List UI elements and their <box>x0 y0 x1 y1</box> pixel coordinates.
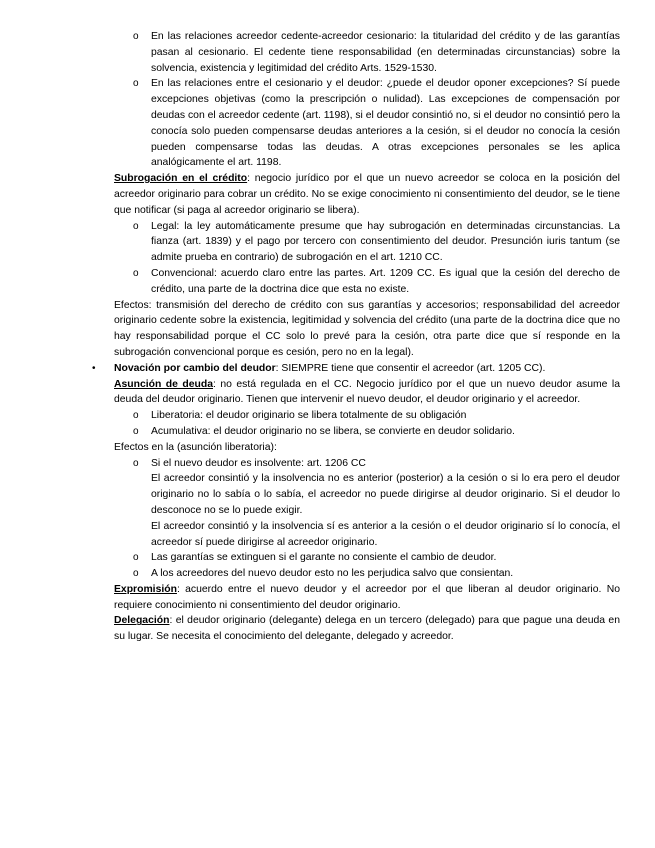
novacion-term: Novación por cambio del deudor <box>114 362 276 374</box>
asuncion-efectos-title: Efectos en la (asunción liberatoria): <box>114 441 277 453</box>
circle-bullet-icon: o <box>133 220 139 232</box>
list-item: o En las relaciones entre el cesionario y el deudor: ¿puede el deudor oponer excepciones? Sí puede excepciones objetivas (como la prescripción o nulidad). Las excepciones de compensación por deudas con el acreedor cedente (art. 1198), si el deudor consintió no, si el deudor no consintió pero la conocía solo pueden compensarse deudas anteriores a la cesión, si el deudor no conocía la cesión pueden compensarse todas las deudas. A otras excepciones personales se les aplica analógicamente el art. 1198. <box>133 78 620 169</box>
delegacion-paragraph: Delegación: el deudor originario (delegante) delega en un tercero (delegado) para que pague una deuda en su lugar. Se necesita el conocimiento del delegante, delegado y acreedor. <box>114 615 620 643</box>
list-item: o En las relaciones acreedor cedente-acreedor cesionario: la titularidad del crédito y de las garantías pasan al cesionario. El cedente tiene responsabilidad (en determinadas circunstancias) sobre la solvencia, existencia y legitimidad del crédito Arts. 1529-1530. <box>133 31 620 74</box>
indented-paragraph: El acreedor consintió y la insolvencia no es anterior (posterior) a la cesión o si lo era pero el deudor originario no lo sabía o lo sabía, el acreedor no puede dirigirse al deudor originario. Si el deudor lo desconoce no se lo puede exigir. <box>151 473 620 516</box>
circle-bullet-icon: o <box>133 425 139 437</box>
circle-bullet-icon: o <box>133 410 139 422</box>
list-item: o Si el nuevo deudor es insolvente: art. 1206 CC <box>114 456 620 472</box>
novacion-item: • Novación por cambio del deudor: SIEMPRE tiene que consentir el acreedor (art. 1205 CC). <box>114 361 620 377</box>
indented-paragraph: El acreedor consintió y la insolvencia sí es anterior a la cesión o el deudor originario sí lo conocía, el acreedor sí puede dirigirse al acreedor originario. <box>151 520 620 548</box>
delegacion-term: Delegación <box>114 615 170 627</box>
list-item: o Las garantías se extinguen si el garante no consiente el cambio de deudor. <box>114 550 620 566</box>
expromision-paragraph: Expromisión: acuerdo entre el nuevo deudor y el acreedor por el que liberan al deudor originario. No requiere conocimiento ni consentimiento del deudor originario. <box>114 583 620 611</box>
document-body <box>92 29 620 645</box>
circle-bullet-icon: o <box>133 78 139 90</box>
expromision-term: Expromisión <box>114 583 177 595</box>
dot-bullet-icon: • <box>92 362 96 374</box>
circle-bullet-icon: o <box>133 31 139 42</box>
list-item: o Legal: la ley automáticamente presume que hay subrogación en determinadas circunstancias. La fianza (art. 1839) y el pago por tercero con consentimiento del deudor. Presunción iuris tantum (se admite prueba en contrario) de subrogación en el art. 1210 CC. <box>133 220 620 264</box>
circle-bullet-icon: o <box>133 267 139 279</box>
circle-bullet-icon: o <box>133 457 139 469</box>
list-item: o A los acreedores del nuevo deudor esto no les perjudica salvo que consientan. <box>114 566 620 582</box>
circle-bullet-icon: o <box>133 568 139 580</box>
list-item: o Convencional: acuerdo claro entre las partes. Art. 1209 CC. Es igual que la cesión del derecho de crédito, una parte de la doctrina dice que esta no existe. <box>133 267 620 295</box>
list-item: o Acumulativa: el deudor originario no se libera, se convierte en deudor solidario. <box>114 424 620 440</box>
circle-bullet-icon: o <box>133 552 139 564</box>
subrogacion-term: Subrogación en el crédito <box>114 173 248 185</box>
subrogacion-paragraph: Subrogación en el crédito: negocio jurídico por el que un nuevo acreedor se coloca en la posición del acreedor originario para cobrar un crédito. No se exige conocimiento ni consentimiento del deudor, se le tiene que notificar (si paga al acreedor originario se libera). <box>114 173 620 216</box>
asuncion-term: Asunción de deuda <box>114 378 213 390</box>
list-item: o Liberatoria: el deudor originario se libera totalmente de su obligación <box>114 408 620 424</box>
subrogacion-efectos: Efectos: transmisión del derecho de crédito con sus garantías y accesorios; responsabilidad del acreedor originario cedente sobre la existencia, legitimidad y solvencia del crédito (una parte de la doctrina dice que no hay responsabilidad porque el CC solo lo prevé para la cesión, otra parte dice que sí responde en la subrogación convencional porque es cesión, pero no en la legal). <box>114 299 620 358</box>
asuncion-paragraph: Asunción de deuda: no está regulada en el CC. Negocio jurídico por el que un nuevo deudor asume la deuda del deudor originario. Tienen que intervenir el nuevo deudor, el deudor originario y el acreedor. <box>114 378 620 406</box>
